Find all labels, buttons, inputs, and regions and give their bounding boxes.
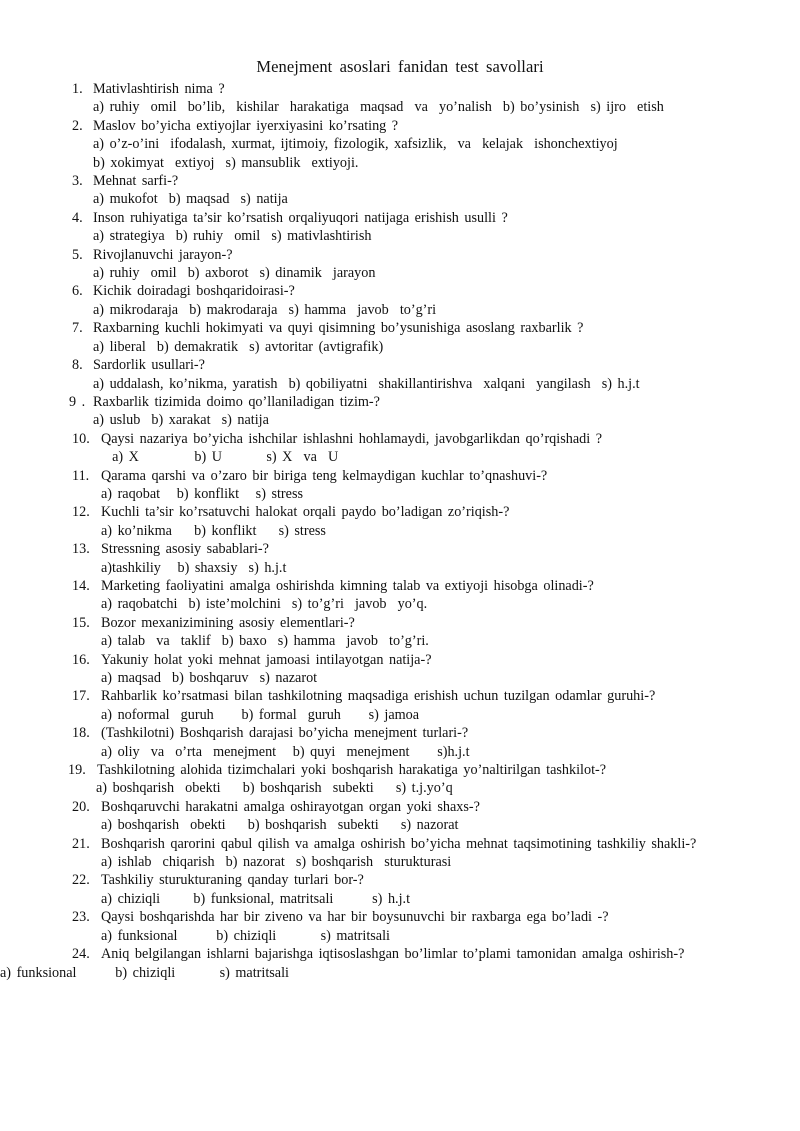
question-item <box>72 503 732 540</box>
question-text: Inson ruhiyatiga ta’sir ko’rsatish orqaliyuqori natijaga erishish usulli ? <box>93 209 508 226</box>
answer-options: a) liberal b) demakratik s) avtoritar (avtigrafik) <box>93 338 384 355</box>
question-text: Mativlashtirish nima ? <box>93 81 225 97</box>
question-number: 20. <box>72 798 90 815</box>
question-text: Tashkilotning alohida tizimchalari yoki boshqarish harakatiga yo’naltirilgan tashkilot-? <box>97 762 607 779</box>
question-item <box>72 871 732 908</box>
question-text: Raxbarlik tizimida doimo qo’llaniladigan tizim-? <box>93 393 380 410</box>
question-item <box>72 687 732 724</box>
question-item <box>72 798 732 835</box>
question-item <box>72 908 732 945</box>
answer-options: a) oliy va o’rta menejment b) quyi menejment s)h.j.t <box>101 743 470 760</box>
question-number: 12. <box>72 504 90 521</box>
question-number: 2. <box>72 117 83 134</box>
question-item <box>72 319 732 356</box>
question-text: Marketing faoliyatini amalga oshirishda kimning talab va extiyoji hisobga olinadi-? <box>101 577 594 594</box>
question-text: Sardorlik usullari-? <box>93 357 205 374</box>
question-text: Boshqarish qarorini qabul qilish va amalga oshirish bo’yicha mehnat taqsimotining tashkiliy shakli-? <box>101 835 697 852</box>
question-item <box>72 430 732 467</box>
question-number: 1. <box>72 81 83 97</box>
answer-options: a) ruhiy omil b) axborot s) dinamik jarayon <box>93 265 376 282</box>
answer-options: a) uslub b) xarakat s) natija <box>93 412 269 429</box>
answer-options: a) boshqarish obekti b) boshqarish subekti s) t.j.yo’q <box>96 780 453 797</box>
answer-options: a) noformal guruh b) formal guruh s) jamoa <box>101 706 420 723</box>
question-item <box>72 724 732 761</box>
question-text: Stressning asosiy sabablari-? <box>101 541 269 558</box>
answer-options: b) xokimyat extiyoj s) mansublik extiyoji. <box>93 154 359 171</box>
question-item <box>72 117 732 172</box>
answer-options: a) ko’nikma b) konflikt s) stress <box>101 522 326 539</box>
question-number: 19. <box>68 762 86 779</box>
answer-options: a) mukofot b) maqsad s) natija <box>93 191 288 208</box>
answer-options: a) raqobatchi b) iste’molchini s) to’g’ri javob yo’q. <box>101 596 428 613</box>
question-number: 6. <box>72 283 83 300</box>
answer-options: a) maqsad b) boshqaruv s) nazarot <box>101 670 318 686</box>
question-item <box>72 614 732 651</box>
question-text: Boshqaruvchi harakatni amalga oshirayotgan organ yoki shaxs-? <box>101 798 480 815</box>
question-number: 15. <box>72 614 90 631</box>
question-number: 18. <box>72 725 90 742</box>
question-list <box>0 80 732 982</box>
answer-options: a) strategiya b) ruhiy omil s) mativlashtirish <box>93 228 372 245</box>
question-number: 8. <box>72 357 83 374</box>
question-item <box>72 577 732 614</box>
question-item <box>72 356 732 393</box>
question-number: 4. <box>72 209 83 226</box>
question-number: 17. <box>72 688 90 705</box>
question-text: Bozor mexanizimining asosiy elementlari-? <box>101 614 355 631</box>
page-title: Menejment asoslari fanidan test savollari <box>256 57 544 76</box>
question-text: Mehnat sarfi-? <box>93 173 179 190</box>
question-item <box>72 172 732 209</box>
question-number: 21. <box>72 835 90 852</box>
answer-options: a) ruhiy omil bo’lib, kishilar harakatiga maqsad va yo’nalish b) bo’ysinish s) ijro etish <box>93 99 664 116</box>
question-number: 3. <box>72 173 83 190</box>
question-number: 23. <box>72 909 90 926</box>
answer-options: a) chiziqli b) funksional, matritsali s) h.j.t <box>101 890 411 907</box>
question-item <box>72 540 732 577</box>
answer-options: a) talab va taklif b) baxo s) hamma javob to’g’ri. <box>101 633 429 650</box>
answer-options: a) funksional b) chiziqli s) matritsali <box>101 927 390 944</box>
question-text: Aniq belgilangan ishlarni bajarishga iqtisoslashgan bo’limlar to’plami tamonidan amalga oshirish-? <box>101 946 685 963</box>
question-number: 24. <box>72 946 90 963</box>
question-text: Qarama qarshi va o’zaro bir biriga teng kelmaydigan kuchlar to’qnashuvi-? <box>101 467 548 484</box>
answer-options: a) uddalash, ko’nikma, yaratish b) qobiliyatni shakillantirishva xalqani yangilash s) h.j.t <box>93 375 640 392</box>
question-text: (Tashkilotni) Boshqarish darajasi bo’yicha menejment turlari-? <box>101 725 469 742</box>
question-item <box>72 80 732 117</box>
question-number: 9 . <box>69 393 86 410</box>
question-item <box>0 945 732 982</box>
answer-options: a) raqobat b) konflikt s) stress <box>101 485 304 502</box>
answer-options: a) mikrodaraja b) makrodaraja s) hamma javob to’g’ri <box>93 301 437 318</box>
answer-options: a) X b) U s) X va U <box>101 449 339 466</box>
question-item <box>72 467 732 504</box>
question-text: Qaysi nazariya bo’yicha ishchilar ishlashni hohlamaydi, javobgarlikdan qo’rqishadi ? <box>101 430 602 447</box>
question-number: 7. <box>72 320 83 337</box>
answer-options: a) funksional b) chiziqli s) matritsali <box>0 964 289 981</box>
question-item <box>72 282 732 319</box>
answer-options: a) ishlab chiqarish b) nazorat s) boshqarish sturukturasi <box>101 854 452 871</box>
question-text: Qaysi boshqarishda har bir ziveno va har bir boysunuvchi bir raxbarga ega bo’ladi -? <box>101 909 609 926</box>
answer-options: a) boshqarish obekti b) boshqarish subekti s) nazorat <box>101 817 459 834</box>
question-text: Raxbarning kuchli hokimyati va quyi qisimning bo’ysunishiga asoslang raxbarlik ? <box>93 320 584 337</box>
question-text: Kichik doiradagi boshqaridoirasi-? <box>93 283 295 300</box>
question-text: Yakuniy holat yoki mehnat jamoasi intilayotgan natija-? <box>101 651 432 668</box>
question-number: 22. <box>72 872 90 889</box>
question-text: Rivojlanuvchi jarayon-? <box>93 246 233 263</box>
question-number: 14. <box>72 577 90 594</box>
question-number: 16. <box>72 651 90 668</box>
answer-options: a) o’z-o’ini ifodalash, xurmat, ijtimoiy, fizologik, xafsizlik, va kelajak ishonchextiyoj <box>93 136 618 153</box>
question-item <box>68 761 732 798</box>
question-text: Rahbarlik ko’rsatmasi bilan tashkilotning maqsadiga erishish uchun tuzilgan odamlar guruhi-? <box>101 688 656 705</box>
answer-options: a)tashkiliy b) shaxsiy s) h.j.t <box>101 559 287 576</box>
question-number: 5. <box>72 246 83 263</box>
question-text: Maslov bo’yicha extiyojlar iyerxiyasini ko’rsating ? <box>93 117 399 134</box>
question-item <box>72 246 732 283</box>
question-text: Kuchli ta’sir ko’rsatuvchi halokat orqali paydo bo’ladigan zo’riqish-? <box>101 504 510 521</box>
question-item <box>69 393 732 430</box>
question-number: 13. <box>72 541 90 558</box>
question-item <box>72 651 732 688</box>
question-text: Tashkiliy sturukturaning qanday turlari bor-? <box>101 872 364 889</box>
question-item <box>72 835 732 872</box>
question-number: 11. <box>72 467 90 484</box>
question-item <box>72 209 732 246</box>
question-number: 10. <box>72 430 90 447</box>
